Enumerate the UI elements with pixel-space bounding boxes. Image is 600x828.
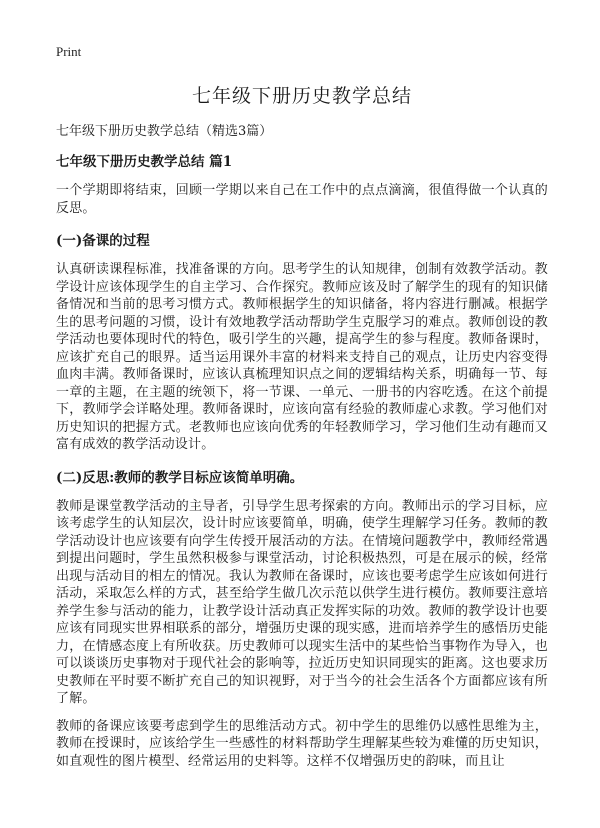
section-paragraph: 教师是课堂教学活动的主导者，引导学生思考探索的方向。教师出示的学习目标，应该考虑学生的认知层次，设计时应该要简单，明确，使学生理解学习任务。教师的教学活动设计也应该要有向学生传授开展活动的方法。在情境问题教学中，教师经常遇到提出问题时，学生虽然积极参与课堂活动，讨论积极热烈，可是在展示的候，经常出现与活动目的相左的情况。我认为教师在备课时，应该也要考虑学生应该如何进行活动，采取怎么样的方式，甚至给学生做几次示范以供学生进行模仿。教师要注意培养学生参与活动的能力，让教学设计活动真正发挥实际的功效。教师的教学设计也要应该有同现实世界相联系的部分，增强历史课的现实感，进而培养学生的感悟历史能力，在情感态度上有所收获。历史教师可以现实生活中的某些恰当事物作为导入，也可以谈谈历史事物对于现代社会的影响等，拉近历史知识同现实的距离。这也要求历史教师在平时要不断扩充自己的知识视野，对于当今的社会生活各个方面都应该有所了解。 xyxy=(56,498,548,706)
article-heading: 七年级下册历史教学总结 篇1 xyxy=(56,154,233,170)
section-heading-preparation: (一)备课的过程 xyxy=(56,233,150,249)
document-subtitle: 七年级下册历史教学总结（精选3篇） xyxy=(56,124,273,139)
intro-paragraph: 一个学期即将结束，回顾一学期以来自己在工作中的点点滴滴，很值得做一个认真的反思。 xyxy=(56,183,548,216)
document-title: 七年级下册历史教学总结 xyxy=(191,85,412,107)
section-heading-reflection: (二)反思:教师的教学目标应该简单明确。 xyxy=(56,469,304,486)
section-paragraph: 教师的备课应该要考虑到学生的思维活动方式。初中学生的思维仍以感性思维为主，教师在授课时，应该给学生一些感性的材料帮助学生理解某些较为难懂的历史知识，如直观性的图片模型、经常运用的史料等。这样不仅增强历史的韵味，而且让 xyxy=(56,718,548,769)
print-label: Print xyxy=(56,44,82,59)
section-paragraph: 认真研读课程标准，找准备课的方向。思考学生的认知规律，创制有效教学活动。教学设计应该体现学生的自主学习、合作探究。教师应该及时了解学生的现有的知识储备情况和当前的思考习惯方式。教师根据学生的知识储备，将内容进行删减。根据学生的思考问题的习惯，设计有效地教学活动帮助学生克服学习的难点。教师创设的教学活动也要体现时代的特色，吸引学生的兴趣，提高学生的参与程度。教师备课时，应该扩充自己的眼界。适当运用课外丰富的材料来支持自己的观点，让历史内容变得血肉丰满。教师备课时，应该认真梳理知识点之间的逻辑结构关系，明确每一节、每一章的主题，在主题的统领下，将一节课、一单元、一册书的内容吃透。在这个前提下，教师学会详略处理。教师备课时，应该向富有经验的教师虚心求教。学习他们对历史知识的把握方式。老教师也应该向优秀的年轻教师学习，学习他们生动有趣而又富有成效的教学活动设计。 xyxy=(56,262,548,452)
